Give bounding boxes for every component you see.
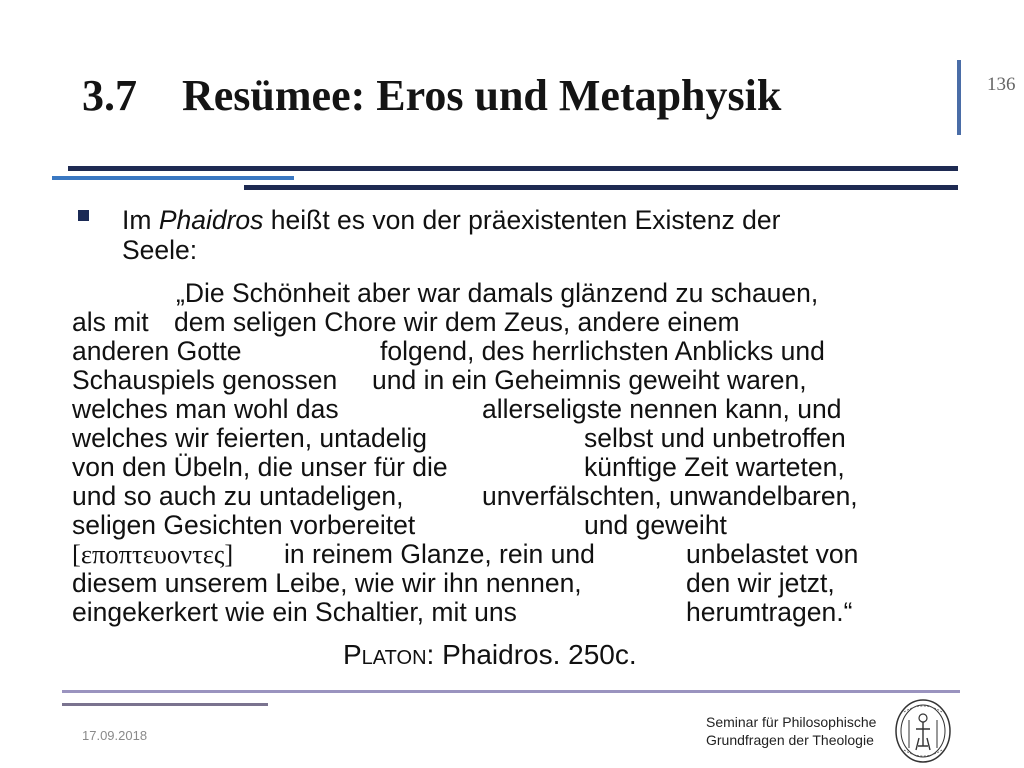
header-rule-top xyxy=(68,166,958,171)
quote-text: den wir jetzt, xyxy=(686,568,835,598)
quote-line xyxy=(72,366,972,395)
university-seal-icon xyxy=(894,698,952,764)
section-number: 3.7 xyxy=(82,71,137,120)
quote-text: selbst und unbetroffen xyxy=(584,423,846,453)
slide-title xyxy=(82,70,781,121)
footer-rule xyxy=(62,690,960,693)
greek-term: [εποπτευοντες] xyxy=(72,539,234,569)
seminar-line2: Grundfragen der Theologie xyxy=(706,732,874,748)
quote-text: unverfälschten, unwandelbaren, xyxy=(482,481,858,511)
quote-line xyxy=(72,308,972,337)
intro-text xyxy=(122,205,922,265)
quote-text: herumtragen.“ xyxy=(686,597,853,627)
quote-line xyxy=(72,453,972,482)
footer-date: 17.09.2018 xyxy=(82,728,148,743)
quote-line xyxy=(72,395,972,424)
quote-text: eingekerkert wie ein Schaltier, mit uns xyxy=(72,597,517,627)
quote-line xyxy=(72,598,972,627)
quote-text: in reinem Glanze, rein und xyxy=(284,539,595,569)
quote-text: allerseligste nennen kann, und xyxy=(482,394,842,424)
quote-text: dem seligen Chore wir dem Zeus, andere einem xyxy=(174,307,740,337)
footer-rule-accent xyxy=(62,703,268,706)
quote-block xyxy=(72,279,972,627)
intro-rest: heißt es von der präexistenten Existenz der xyxy=(263,205,781,235)
intro-pre: Im xyxy=(122,205,159,235)
quote-text: und in ein Geheimnis geweiht waren, xyxy=(372,365,807,395)
quote-text: „Die Schönheit aber war damals glänzend zu schauen, xyxy=(176,278,819,308)
quote-text: unbelastet von xyxy=(686,539,859,569)
title-divider xyxy=(957,60,961,135)
quote-line xyxy=(72,540,972,569)
quote-text: diesem unserem Leibe, wie wir ihn nennen, xyxy=(72,568,582,598)
seminar-name xyxy=(706,713,876,749)
quote-text: welches man wohl das xyxy=(72,394,339,424)
quote-line xyxy=(72,569,972,598)
quote-line xyxy=(72,337,972,366)
header-rule-accent xyxy=(52,176,294,180)
quote-text: als mit xyxy=(72,307,149,337)
quote-line xyxy=(72,424,972,453)
citation xyxy=(343,639,637,671)
quote-line xyxy=(72,511,972,540)
quote-text: von den Übeln, die unser für die xyxy=(72,452,448,482)
quote-text: und geweiht xyxy=(584,510,727,540)
citation-work: : Phaidros. 250c. xyxy=(426,639,637,670)
page-number: 136 xyxy=(987,74,1016,95)
quote-text: welches wir feierten, untadelig xyxy=(72,423,427,453)
quote-text: künftige Zeit warteten, xyxy=(584,452,845,482)
quote-text: und so auch zu untadeligen, xyxy=(72,481,404,511)
seminar-line1: Seminar für Philosophische xyxy=(706,714,877,730)
intro-italic: Phaidros xyxy=(158,205,264,235)
bullet-icon xyxy=(78,210,89,221)
header-rule-bottom xyxy=(244,185,958,190)
quote-text: Schauspiels genossen xyxy=(72,365,338,395)
quote-text: folgend, des herrlichsten Anblicks und xyxy=(380,336,825,366)
quote-text: anderen Gotte xyxy=(72,336,242,366)
quote-line xyxy=(72,279,972,308)
section-title: Resümee: Eros und Metaphysik xyxy=(182,71,782,120)
quote-line xyxy=(72,482,972,511)
intro-line2: Seele: xyxy=(122,235,198,265)
quote-text: seligen Gesichten vorbereitet xyxy=(72,510,416,540)
citation-author: Platon xyxy=(343,639,427,670)
